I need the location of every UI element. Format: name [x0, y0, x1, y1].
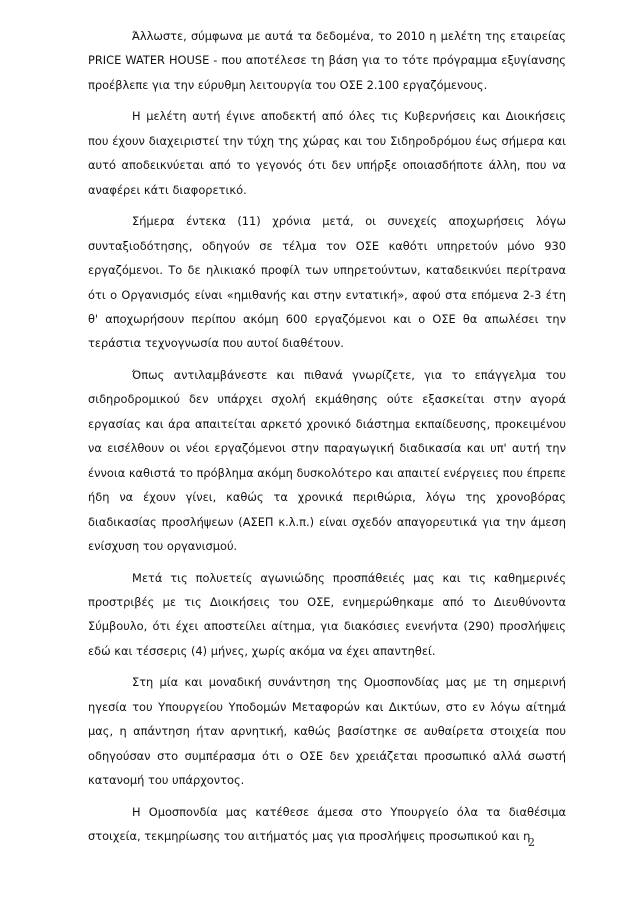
paragraph: Μετά τις πολυετείς αγωνιώδης προσπάθειές μας και τις καθημερινές προστριβές με τις Διοικήσεις του ΟΣΕ, ενημερώθηκαμε από το Διευθύνοντα Σύμβουλο, ότι έχει αποστείλει αίτημα, για διακόσιες ενενήντα (290) προσλήψεις εδώ και τέσσερις (4) μήνες, χωρίς ακόμα να έχει απαντηθεί.	[88, 570, 566, 658]
paragraph: Η Ομοσπονδία μας κατέθεσε άμεσα στο Υπουργείο όλα τα διαθέσιμα στοιχεία, τεκμηρίωσης του αιτήματός μας για προσλήψεις προσωπικού και η	[88, 804, 566, 844]
paragraph: Όπως αντιλαμβάνεστε και πιθανά γνωρίζετε, για το επάγγελμα του σιδηροδρομικού δεν υπάρχει σχολή εκμάθησης ούτε εξασκείται στην αγορά εργασίας και άρα απαιτείται αρκετό χρονικό διάστημα εκπαίδευσης, προκειμένου να εισέλθουν οι νέοι εργαζόμενοι στην παραγωγική διαδικασία και υπ' αυτή την έννοια καθιστά το πρόβλημα ακόμη δυσκολότερο και απαιτεί ενέργειες που έπρεπε ήδη να έχουν γίνει, καθώς τα χρονικά περιθώρια, λόγω της χρονοβόρας διαδικασίας προσλήψεων (ΑΣΕΠ κ.λ.π.) είναι σχεδόν απαγορευτικά για την άμεση ενίσχυση του οργανισμού.	[88, 367, 566, 554]
paragraph: Η μελέτη αυτή έγινε αποδεκτή από όλες τις Κυβερνήσεις και Διοικήσεις που έχουν διαχειριστεί την τύχη της χώρας και του Σιδηροδρόμου έως σήμερα και αυτό αποδεικνύεται από το γεγονός ότι δεν υπήρξε οποιασδήποτε άλλη, που να αναφέρει κάτι διαφορετικό.	[88, 109, 566, 197]
body-text	[88, 24, 566, 856]
paragraph: Στη μία και μοναδική συνάντηση της Ομοσπονδίας μας με τη σημερινή ηγεσία του Υπουργείου Υποδομών Μεταφορών και Δικτύων, στο εν λόγω αίτημά μας, η απάντηση ήταν αρνητική, καθώς βασίστηκε σε αυθαίρετα στοιχεία που οδηγούσαν στο συμπέρασμα ότι ο ΟΣΕ δεν χρειάζεται προσωπικό αλλά σωστή κατανομή του υπάρχοντος.	[88, 675, 566, 788]
page-number: 2	[528, 836, 535, 849]
paragraph: Άλλωστε, σύμφωνα με αυτά τα δεδομένα, το 2010 η μελέτη της εταιρείας PRICE WATER HOUSE - που αποτέλεσε τη βάση για το τότε πρόγραμμα εξυγίανσης προέβλεπε για την εύρυθμη λειτουργία του ΟΣΕ 2.100 εργαζόμενους.	[88, 29, 566, 92]
paragraph: Σήμερα έντεκα (11) χρόνια μετά, οι συνεχείς αποχωρήσεις λόγω συνταξιοδότησης, οδηγούν σε τέλμα τον ΟΣΕ καθότι υπηρετούν μόνο 930 εργαζόμενοι. Το δε ηλικιακό προφίλ των υπηρετούντων, καταδεικνύει περίτρανα ότι ο Οργανισμός είναι «ημιθανής και στην εντατική», αφού στα επόμενα 2-3 έτη θ' αποχωρήσουν περίπου ακόμη 600 εργαζόμενοι και ο ΟΣΕ θα απωλέσει την τεράστια τεχνογνωσία που αυτοί διαθέτουν.	[88, 214, 566, 351]
